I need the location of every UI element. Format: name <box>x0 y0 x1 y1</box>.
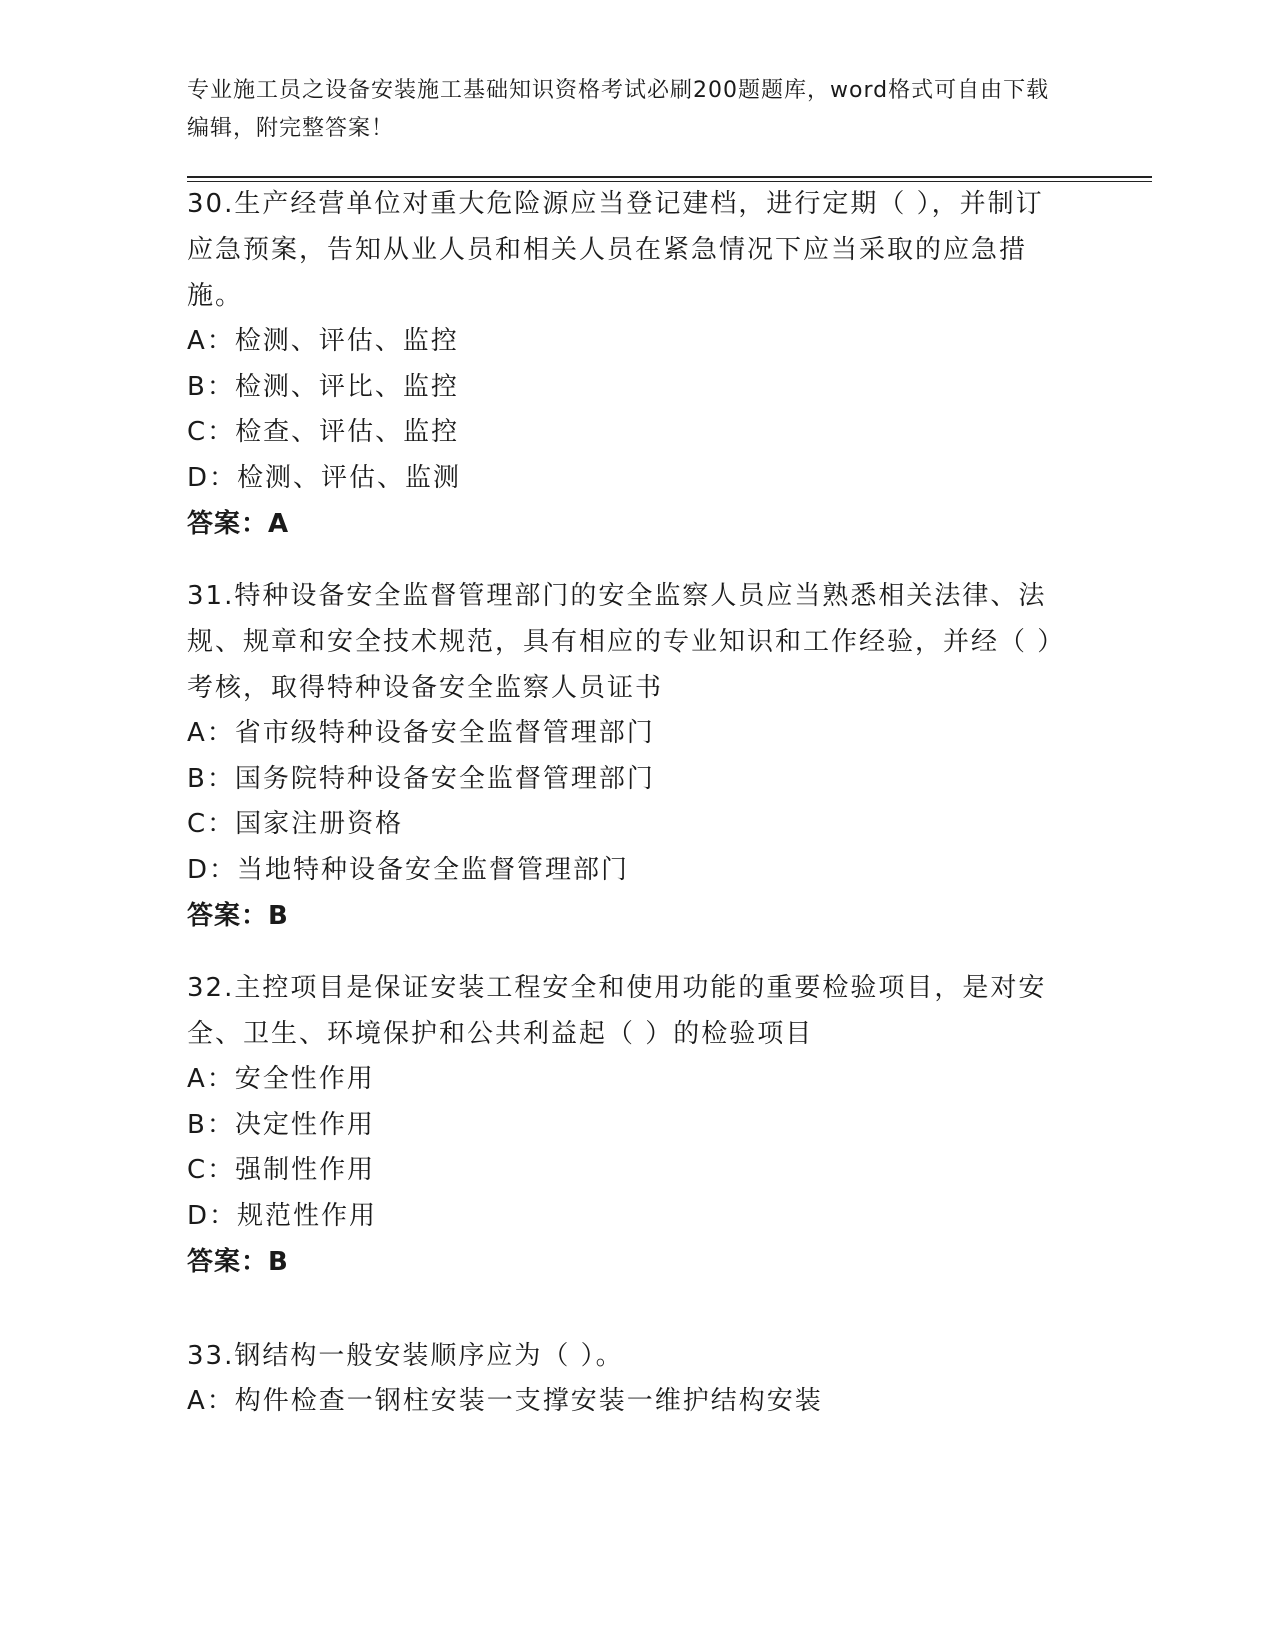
question-30 <box>187 181 1067 547</box>
option-a: A：构件检查一钢柱安装一支撑安装一维护结构安装 <box>187 1386 823 1416</box>
option-a: A：安全性作用 <box>187 1064 375 1094</box>
question-stem: 32.主控项目是保证安装工程安全和使用功能的重要检验项目，是对安全、卫生、环境保护和公共利益起（ ）的检验项目 <box>187 973 1047 1049</box>
option-b: B：决定性作用 <box>187 1109 375 1140</box>
option-c: C：检查、评估、监控 <box>187 417 460 447</box>
header-divider-thick <box>187 176 1152 178</box>
question-32 <box>187 965 1067 1285</box>
question-stem: 33.钢结构一般安装顺序应为（ ）。 <box>187 1341 624 1371</box>
option-d: D：规范性作用 <box>187 1200 378 1231</box>
option-c: C：强制性作用 <box>187 1155 376 1185</box>
option-a: A：省市级特种设备安全监督管理部门 <box>187 718 655 748</box>
option-d: D：当地特种设备安全监督管理部门 <box>187 854 630 885</box>
question-stem: 30.生产经营单位对重大危险源应当登记建档，进行定期（ ），并制订应急预案，告知从业人员和相关人员在紧急情况下应当采取的应急措施。 <box>187 189 1044 311</box>
option-a: A：检测、评估、监控 <box>187 326 459 356</box>
document-header: 专业施工员之设备安装施工基础知识资格考试必刷200题题库，word格式可自由下载编辑，附完整答案！ <box>187 78 1050 141</box>
question-33 <box>187 1333 1067 1425</box>
option-b: B：检测、评比、监控 <box>187 371 459 402</box>
option-d: D：检测、评估、监测 <box>187 462 462 493</box>
answer: 答案：B <box>187 901 289 931</box>
option-c: C：国家注册资格 <box>187 809 404 839</box>
option-b: B：国务院特种设备安全监督管理部门 <box>187 763 655 794</box>
question-stem: 31.特种设备安全监督管理部门的安全监察人员应当熟悉相关法律、法规、规章和安全技术规范，具有相应的专业知识和工作经验，并经（ ）考核，取得特种设备安全监察人员证书 <box>187 581 1066 703</box>
answer: 答案：B <box>187 1247 289 1277</box>
question-31 <box>187 573 1067 939</box>
answer: 答案：A <box>187 509 290 539</box>
